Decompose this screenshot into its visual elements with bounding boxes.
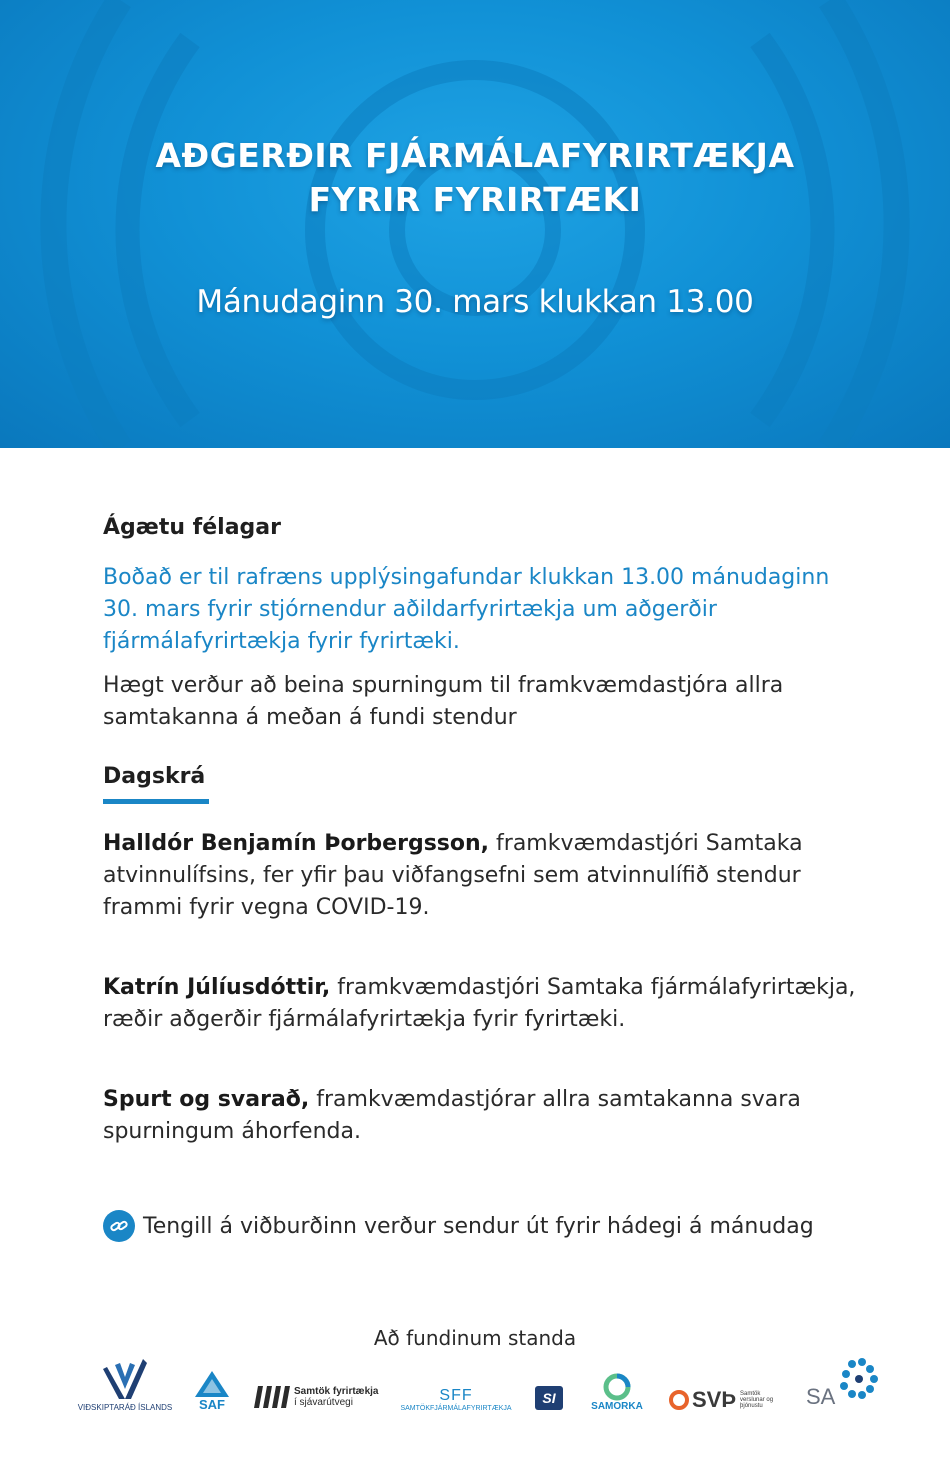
samorka-logo-label: SAMORKA [591,1401,643,1412]
saf-logo [190,1364,234,1412]
link-notice-text: Tengill á viðburðinn verður sendur út fyrir hádegi á mánudag [143,1213,814,1239]
svth-logo-sub-2: verslunar og [740,1397,774,1403]
agenda-item-speaker: Katrín Júlíusdóttir, [103,975,331,1000]
si-logo-label: SI [542,1390,556,1406]
hero-banner [0,0,950,448]
agenda-item [103,828,863,924]
svth-logo-sub-3: þjónustu [740,1403,763,1409]
svth-logo-label: SVÞ [692,1387,737,1412]
sff-logo-sub: SAMTÖKFJÁRMÁLAFYRIRTÆKJA [400,1405,512,1412]
questions-paragraph: Hægt verður að beina spurningum til framkvæmdastjóra allra samtakanna á meðan á fundi stendur [103,673,784,730]
agenda-item [103,972,863,1036]
sponsors-heading: Að fundinum standa [373,1326,577,1350]
agenda-item [103,1084,863,1148]
sa-logo [804,1356,880,1414]
sa-logo-label: SA [806,1384,836,1409]
sff-logo-label: SFF [439,1387,473,1404]
sff-logo [398,1380,514,1412]
greeting: Ágætu félagar [103,515,281,540]
agenda-item-speaker: Spurt og svarað, [103,1087,310,1112]
agenda-item-text: framkvæmdastjóri Samtaka atvinnulífsins, fer yfir þau viðfangsefni sem atvinnulífið stendur frammi fyrir vegna COVID-19. [103,831,803,920]
svth-logo [668,1386,788,1414]
agenda-item-text: framkvæmdastjóri Samtaka fjármálafyrirtækja, ræðir aðgerðir fjármálafyrirtækja fyrir fyrirtæki. [103,975,856,1032]
samorka-logo [586,1368,648,1412]
saf-logo-label: SAF [199,1397,225,1412]
hero-date: Mánudaginn 30. mars klukkan 13.00 [196,284,754,320]
hero-title-line-1: AÐGERÐIR FJÁRMÁLAFYRIRTÆKJA [155,136,795,175]
si-logo [534,1384,564,1410]
link-icon [103,1210,135,1242]
sfs-logo-label: Samtök fyrirtækja [294,1386,379,1397]
vi-logo [70,1352,180,1412]
vi-logo-label: VIÐSKIPTARÁÐ ÍSLANDS [77,1403,173,1412]
sfs-logo [254,1380,384,1414]
intro-paragraph: Boðað er til rafræns upplýsingafundar klukkan 13.00 mánudaginn 30. mars fyrir stjórnendur aðildarfyrirtækja um aðgerðir fjármálafyrirtækja fyrir fyrirtæki. [103,565,830,654]
svth-logo-sub-1: Samtök [740,1391,761,1397]
link-notice [103,1208,814,1244]
agenda-heading: Dagskrá [103,764,206,789]
sponsor-logos [0,1350,950,1430]
agenda-underline [103,799,209,804]
agenda-item-speaker: Halldór Benjamín Þorbergsson, [103,831,490,856]
signal-rings-graphic [0,0,950,448]
agenda-item-text: framkvæmdastjórar allra samtakanna svara spurningum áhorfenda. [103,1087,801,1144]
hero-title-line-2: FYRIR FYRIRTÆKI [308,180,642,219]
sfs-logo-label-2: í sjávarútvegi [294,1397,353,1408]
